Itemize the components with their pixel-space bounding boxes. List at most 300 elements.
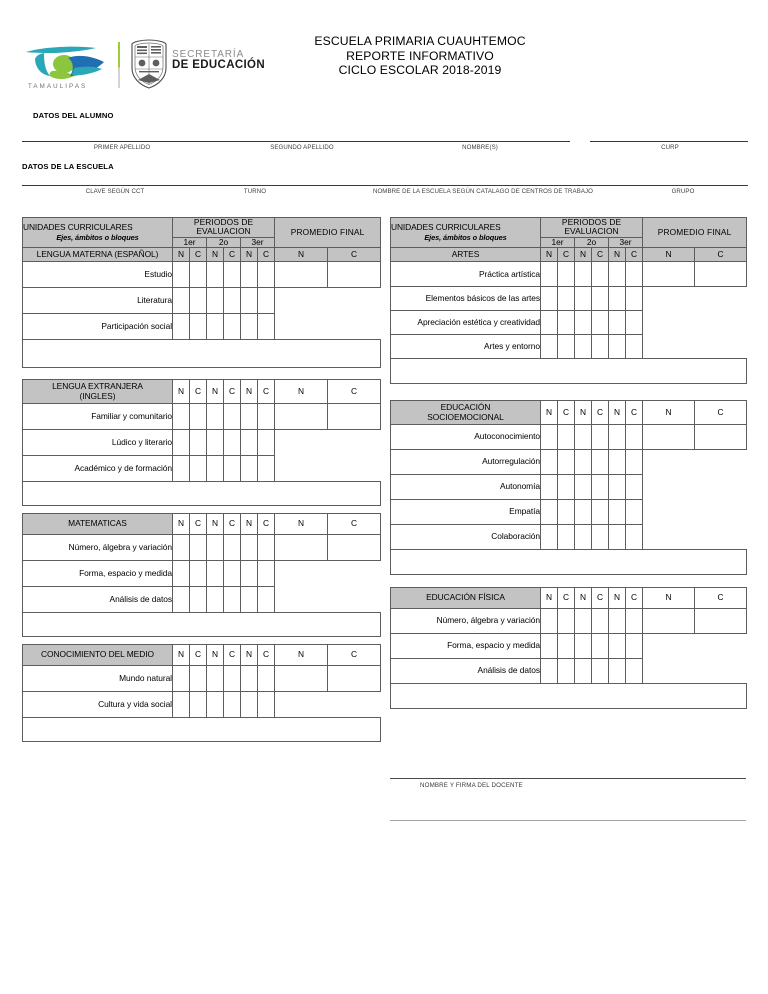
row-label: Participación social (23, 314, 173, 340)
teacher-signature-rule (390, 778, 746, 779)
grade-cell[interactable] (592, 335, 609, 359)
grade-cell[interactable] (575, 609, 592, 634)
grade-cell[interactable] (241, 561, 258, 587)
final-merged-blank (643, 287, 747, 359)
grade-cell[interactable] (258, 587, 275, 613)
final-cell[interactable] (328, 666, 381, 692)
grade-cell[interactable] (207, 666, 224, 692)
nc-final-n: N (643, 401, 695, 425)
row-label: Número, álgebra y variación (391, 609, 541, 634)
final-cell[interactable] (275, 404, 328, 430)
nc-2-n: N (207, 514, 224, 535)
row-label: Cultura y vida social (23, 692, 173, 718)
final-average-header: PROMEDIO FINAL (643, 218, 747, 248)
grade-cell[interactable] (575, 311, 592, 335)
grade-cell[interactable] (592, 475, 609, 500)
nc-2-c: C (224, 645, 241, 666)
observations-row (23, 482, 381, 506)
field-caption-turno: TURNO (243, 188, 267, 195)
curp-rule (590, 141, 748, 142)
grade-cell[interactable] (241, 666, 258, 692)
field-caption-clave-cct: CLAVE SEGÚN CCT (85, 188, 145, 195)
grade-cell[interactable] (258, 456, 275, 482)
subject-artes: ARTES (391, 248, 541, 262)
grade-cell[interactable] (207, 288, 224, 314)
grade-cell[interactable] (173, 430, 190, 456)
grade-cell[interactable] (173, 404, 190, 430)
final-cell[interactable] (328, 535, 381, 561)
table-artes (390, 217, 747, 384)
grade-cell[interactable] (558, 609, 575, 634)
observations-row (23, 613, 381, 637)
final-cell[interactable] (275, 262, 328, 288)
nc-3-c: C (626, 588, 643, 609)
grade-cell[interactable] (207, 456, 224, 482)
grade-cell[interactable] (626, 287, 643, 311)
field-caption-nombres: NOMBRE(S) (462, 144, 498, 151)
grade-cell[interactable] (558, 500, 575, 525)
grade-cell[interactable] (592, 287, 609, 311)
grade-cell[interactable] (258, 288, 275, 314)
final-cell[interactable] (328, 262, 381, 288)
grade-cell[interactable] (173, 262, 190, 288)
table-row (23, 262, 381, 288)
grade-cell[interactable] (207, 314, 224, 340)
nc-3-n: N (241, 514, 258, 535)
nc-3-c: C (258, 645, 275, 666)
nc-3-c: C (626, 401, 643, 425)
grade-cell[interactable] (241, 314, 258, 340)
grade-cell[interactable] (241, 535, 258, 561)
observations-strip[interactable] (391, 359, 747, 384)
student-section-label: DATOS DEL ALUMNO (33, 111, 114, 120)
nc-2-n: N (575, 588, 592, 609)
units-curriculares-header: UNIDADES CURRICULARES Ejes, ámbitos o bloques (391, 218, 541, 248)
grade-cell[interactable] (258, 430, 275, 456)
row-label: Académico y de formación (23, 456, 173, 482)
nc-final-c: C (328, 380, 381, 404)
grade-cell[interactable] (258, 692, 275, 718)
grade-cell[interactable] (173, 456, 190, 482)
nc-3-c: C (258, 514, 275, 535)
grade-cell[interactable] (241, 587, 258, 613)
grade-cell[interactable] (626, 311, 643, 335)
observations-strip[interactable] (23, 613, 381, 637)
subject-row (23, 248, 381, 262)
grade-cell[interactable] (258, 314, 275, 340)
grade-cell[interactable] (626, 450, 643, 475)
grade-cell[interactable] (224, 314, 241, 340)
grade-cell[interactable] (258, 404, 275, 430)
periods-header: PERIODOS DE EVALUACION (173, 218, 275, 238)
final-merged-blank (275, 430, 381, 482)
row-label: Literatura (23, 288, 173, 314)
nc-2-c: C (592, 248, 609, 262)
nc-2-c: C (592, 401, 609, 425)
table-row (23, 561, 381, 587)
row-label: Artes y entorno (391, 335, 541, 359)
grade-cell[interactable] (258, 561, 275, 587)
grade-cell[interactable] (241, 404, 258, 430)
nc-final-c: C (695, 248, 747, 262)
nc-3-n: N (609, 248, 626, 262)
nc-1-n: N (541, 588, 558, 609)
grade-cell[interactable] (626, 335, 643, 359)
table-row (391, 450, 747, 475)
periods-header: PERIODOS DE EVALUACION (541, 218, 643, 238)
grade-cell[interactable] (626, 634, 643, 659)
grade-cell[interactable] (609, 311, 626, 335)
nc-3-c: C (626, 248, 643, 262)
grade-cell[interactable] (207, 535, 224, 561)
nc-3-n: N (241, 645, 258, 666)
grade-cell[interactable] (224, 561, 241, 587)
final-cell[interactable] (695, 425, 747, 450)
grade-cell[interactable] (558, 425, 575, 450)
nc-1-n: N (173, 248, 190, 262)
grade-cell[interactable] (626, 659, 643, 684)
grade-cell[interactable] (224, 262, 241, 288)
grade-cell[interactable] (575, 450, 592, 475)
observations-row (391, 684, 747, 709)
table-lengua-extranjera (22, 379, 381, 506)
grade-cell[interactable] (575, 475, 592, 500)
period-3: 3er (609, 237, 643, 247)
final-cell[interactable] (275, 666, 328, 692)
nc-1-c: C (558, 401, 575, 425)
grade-cell[interactable] (575, 425, 592, 450)
grade-cell[interactable] (541, 609, 558, 634)
grade-cell[interactable] (224, 692, 241, 718)
grade-cell[interactable] (241, 288, 258, 314)
grade-cell[interactable] (541, 450, 558, 475)
grade-cell[interactable] (207, 430, 224, 456)
observations-strip[interactable] (391, 550, 747, 575)
grade-cell[interactable] (592, 609, 609, 634)
observations-strip[interactable] (23, 482, 381, 506)
title-line-2: REPORTE INFORMATIVO (346, 48, 494, 63)
grade-cell[interactable] (207, 404, 224, 430)
grade-cell[interactable] (592, 450, 609, 475)
nc-1-n: N (173, 514, 190, 535)
final-cell[interactable] (275, 535, 328, 561)
nc-final-c: C (328, 248, 381, 262)
grade-cell[interactable] (626, 475, 643, 500)
final-merged-blank (275, 288, 381, 340)
subject-row (23, 514, 381, 535)
grade-cell[interactable] (258, 666, 275, 692)
nc-3-n: N (241, 248, 258, 262)
field-caption-segundo-apellido: SEGUNDO APELLIDO (270, 144, 334, 151)
grade-cell[interactable] (592, 311, 609, 335)
title-line-1: ESCUELA PRIMARIA CUAUHTEMOC (314, 34, 526, 48)
grade-cell[interactable] (558, 634, 575, 659)
grade-cell[interactable] (173, 314, 190, 340)
nc-final-n: N (275, 645, 328, 666)
grade-cell[interactable] (207, 262, 224, 288)
svg-text:TAMAULIPAS: TAMAULIPAS (28, 83, 88, 90)
subject-conocimiento-medio: CONOCIMIENTO DEL MEDIO (23, 645, 173, 666)
subject-row (391, 248, 747, 262)
observations-row (391, 550, 747, 575)
grade-cell[interactable] (541, 311, 558, 335)
nc-1-n: N (541, 248, 558, 262)
tamaulipas-logo (22, 38, 114, 90)
nc-3-c: C (258, 380, 275, 404)
row-label: Forma, espacio y medida (391, 634, 541, 659)
grade-cell[interactable] (190, 535, 207, 561)
grade-cell[interactable] (541, 335, 558, 359)
grade-cell[interactable] (173, 666, 190, 692)
grade-cell[interactable] (541, 659, 558, 684)
grade-cell[interactable] (609, 525, 626, 550)
period-3: 3er (241, 237, 275, 247)
nc-final-c: C (328, 514, 381, 535)
grade-cell[interactable] (224, 430, 241, 456)
grade-cell[interactable] (592, 525, 609, 550)
logo-divider (118, 42, 120, 88)
table-header-row (391, 218, 747, 238)
table-row (391, 425, 747, 450)
row-label: Autonomía (391, 475, 541, 500)
grade-cell[interactable] (558, 262, 575, 287)
grade-cell[interactable] (575, 659, 592, 684)
final-merged-blank (643, 450, 747, 550)
teacher-signature-caption: NOMBRE Y FIRMA DEL DOCENTE (420, 782, 523, 789)
final-merged-blank (275, 692, 381, 718)
final-average-header: PROMEDIO FINAL (275, 218, 381, 248)
grade-cell[interactable] (609, 335, 626, 359)
table-row (23, 666, 381, 692)
grade-cell[interactable] (190, 288, 207, 314)
grade-cell[interactable] (558, 287, 575, 311)
grade-cell[interactable] (626, 525, 643, 550)
table-matematicas (22, 513, 381, 637)
row-label: Práctica artística (391, 262, 541, 287)
grade-cell[interactable] (558, 311, 575, 335)
grade-cell[interactable] (558, 450, 575, 475)
table-row (23, 404, 381, 430)
grade-cell[interactable] (541, 500, 558, 525)
grade-cell[interactable] (173, 692, 190, 718)
table-row (23, 535, 381, 561)
subject-row (391, 588, 747, 609)
grade-cell[interactable] (190, 692, 207, 718)
period-1: 1er (541, 237, 575, 247)
nc-2-c: C (224, 514, 241, 535)
grade-cell[interactable] (575, 525, 592, 550)
document-title (170, 34, 670, 78)
grade-cell[interactable] (558, 525, 575, 550)
grade-cell[interactable] (609, 634, 626, 659)
nc-1-c: C (190, 645, 207, 666)
secretaria-line2: DE EDUCACIÓN (172, 59, 266, 72)
grade-cell[interactable] (258, 262, 275, 288)
subject-row (23, 645, 381, 666)
final-cell[interactable] (695, 609, 747, 634)
grade-cell[interactable] (541, 525, 558, 550)
grade-cell[interactable] (190, 262, 207, 288)
row-label: Análisis de datos (391, 659, 541, 684)
grade-cell[interactable] (609, 262, 626, 287)
nc-2-n: N (207, 380, 224, 404)
nc-2-c: C (592, 588, 609, 609)
grade-cell[interactable] (558, 475, 575, 500)
subject-row (23, 380, 381, 404)
table-header-row (23, 218, 381, 238)
table-row (23, 288, 381, 314)
grade-cell[interactable] (173, 535, 190, 561)
grade-cell[interactable] (173, 561, 190, 587)
grade-cell[interactable] (541, 634, 558, 659)
nc-2-n: N (575, 248, 592, 262)
final-cell[interactable] (695, 262, 747, 287)
grade-cell[interactable] (190, 314, 207, 340)
nc-1-n: N (173, 645, 190, 666)
subject-row (391, 401, 747, 425)
grade-cell[interactable] (558, 335, 575, 359)
nc-final-c: C (328, 645, 381, 666)
nc-2-n: N (207, 248, 224, 262)
grade-cell[interactable] (541, 262, 558, 287)
grade-cell[interactable] (558, 659, 575, 684)
grade-cell[interactable] (224, 535, 241, 561)
grade-cell[interactable] (575, 335, 592, 359)
field-caption-curp: CURP (661, 144, 679, 151)
school-section-label: DATOS DE LA ESCUELA (22, 162, 114, 171)
grade-cell[interactable] (224, 666, 241, 692)
grade-cell[interactable] (173, 288, 190, 314)
nc-2-n: N (207, 645, 224, 666)
grade-cell[interactable] (258, 535, 275, 561)
final-merged-blank (275, 561, 381, 613)
grade-cell[interactable] (609, 609, 626, 634)
grade-cell[interactable] (592, 659, 609, 684)
table-lengua-materna (22, 217, 381, 368)
grade-cell[interactable] (626, 425, 643, 450)
period-2: 2o (207, 237, 241, 247)
grade-cell[interactable] (626, 609, 643, 634)
grade-cell[interactable] (626, 262, 643, 287)
period-2: 2o (575, 237, 609, 247)
final-cell[interactable] (643, 425, 695, 450)
grade-cell[interactable] (224, 587, 241, 613)
grade-cell[interactable] (575, 500, 592, 525)
observations-row (391, 359, 747, 384)
subject-matematicas: MATEMATICAS (23, 514, 173, 535)
nc-final-n: N (275, 380, 328, 404)
grade-cell[interactable] (575, 634, 592, 659)
page-header (0, 34, 768, 96)
row-label: Elementos básicos de las artes (391, 287, 541, 311)
table-row (23, 430, 381, 456)
school-rule (22, 185, 748, 186)
nc-3-n: N (609, 588, 626, 609)
grade-cell[interactable] (609, 287, 626, 311)
units-curriculares-header: UNIDADES CURRICULARES Ejes, ámbitos o bloques (23, 218, 173, 248)
field-caption-nombre-escuela: NOMBRE DE LA ESCUELA SEGÚN CATALAGO DE CENTROS DE TRABAJO (372, 188, 594, 195)
final-cell[interactable] (328, 404, 381, 430)
observations-strip[interactable] (391, 684, 747, 709)
period-1: 1er (173, 237, 207, 247)
subject-educacion-socioemocional: EDUCACIÓN SOCIOEMOCIONAL (391, 401, 541, 425)
grade-cell[interactable] (241, 262, 258, 288)
grade-cell[interactable] (541, 425, 558, 450)
grade-cell[interactable] (592, 634, 609, 659)
grade-cell[interactable] (609, 659, 626, 684)
grade-cell[interactable] (190, 666, 207, 692)
grade-cell[interactable] (224, 456, 241, 482)
row-label: Estudio (23, 262, 173, 288)
nc-2-n: N (575, 401, 592, 425)
grade-cell[interactable] (241, 430, 258, 456)
observations-row (23, 340, 381, 368)
grade-cell[interactable] (241, 456, 258, 482)
nc-final-n: N (643, 248, 695, 262)
subject-lengua-materna: LENGUA MATERNA (ESPAÑOL) (23, 248, 173, 262)
observations-strip[interactable] (23, 718, 381, 742)
nc-final-c: C (695, 401, 747, 425)
grade-cell[interactable] (609, 450, 626, 475)
grade-cell[interactable] (190, 587, 207, 613)
grade-cell[interactable] (190, 561, 207, 587)
row-label: Número, álgebra y variación (23, 535, 173, 561)
row-label: Lúdico y literario (23, 430, 173, 456)
row-label: Colaboración (391, 525, 541, 550)
row-label: Autorregulación (391, 450, 541, 475)
grade-cell[interactable] (224, 288, 241, 314)
grade-cell[interactable] (609, 500, 626, 525)
nc-final-c: C (695, 588, 747, 609)
grade-cell[interactable] (207, 587, 224, 613)
subject-lengua-extranjera: LENGUA EXTRANJERA (INGLES) (23, 380, 173, 404)
grade-cell[interactable] (575, 287, 592, 311)
final-cell[interactable] (643, 609, 695, 634)
grade-cell[interactable] (241, 692, 258, 718)
nc-2-c: C (224, 248, 241, 262)
row-label: Mundo natural (23, 666, 173, 692)
grade-cell[interactable] (609, 425, 626, 450)
grade-cell[interactable] (541, 287, 558, 311)
grade-cell[interactable] (541, 475, 558, 500)
grade-cell[interactable] (207, 561, 224, 587)
grade-cell[interactable] (224, 404, 241, 430)
subject-educacion-fisica: EDUCACIÓN FÍSICA (391, 588, 541, 609)
grade-cell[interactable] (190, 456, 207, 482)
grade-cell[interactable] (592, 425, 609, 450)
field-caption-grupo: GRUPO (671, 188, 695, 195)
final-cell[interactable] (643, 262, 695, 287)
nc-1-c: C (190, 248, 207, 262)
grade-cell[interactable] (575, 262, 592, 287)
nc-1-c: C (558, 588, 575, 609)
grade-cell[interactable] (626, 500, 643, 525)
grade-cell[interactable] (190, 430, 207, 456)
observations-strip[interactable] (23, 340, 381, 368)
nc-1-c: C (190, 514, 207, 535)
grade-cell[interactable] (609, 475, 626, 500)
observations-row (23, 718, 381, 742)
grade-cell[interactable] (592, 500, 609, 525)
grade-cell[interactable] (173, 587, 190, 613)
nc-final-n: N (643, 588, 695, 609)
table-row (391, 634, 747, 659)
grade-cell[interactable] (592, 262, 609, 287)
table-conocimiento-medio (22, 644, 381, 742)
grade-cell[interactable] (207, 692, 224, 718)
row-label: Empatía (391, 500, 541, 525)
grade-cell[interactable] (190, 404, 207, 430)
